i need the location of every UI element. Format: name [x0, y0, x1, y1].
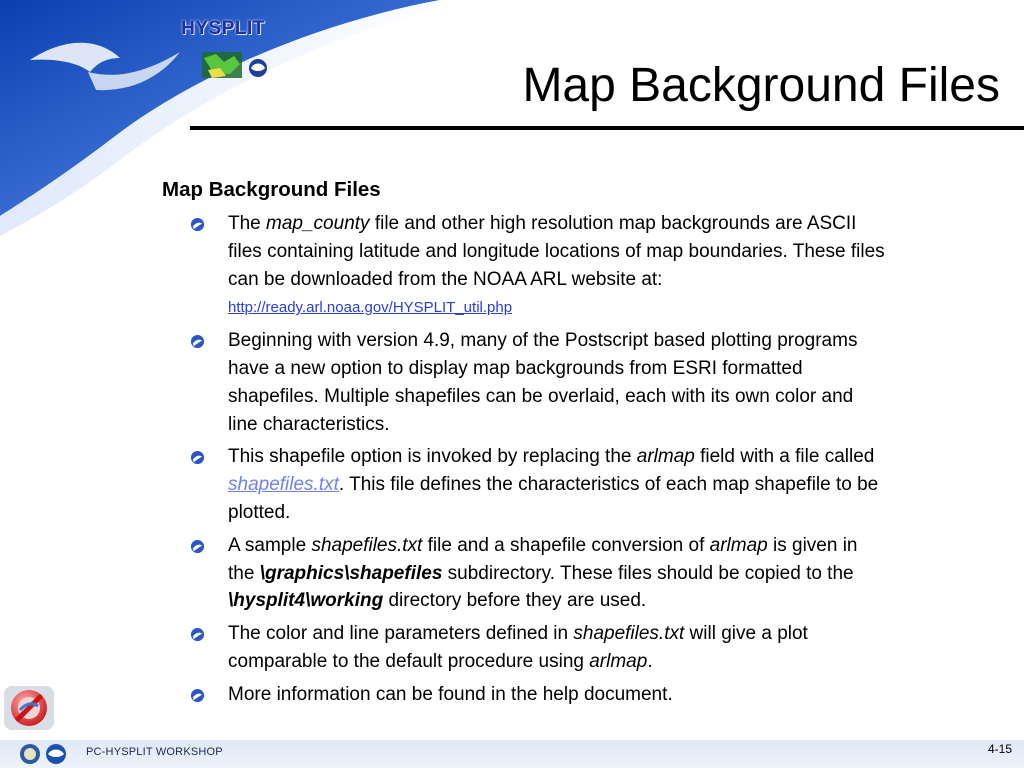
slide-title: Map Background Files — [522, 59, 1000, 113]
bullet-text: field with a file called — [694, 446, 875, 468]
slide-content — [162, 176, 902, 714]
bullet-item — [162, 443, 888, 526]
shapefiles-txt-link[interactable]: shapefiles.txt — [228, 474, 339, 496]
bullet-emphasis: arlmap — [636, 446, 695, 468]
bullet-text: A sample — [228, 534, 312, 556]
bullet-text: . This file defines the characteristics of each map shapefile to be plotted. — [228, 474, 879, 523]
bullet-icon — [190, 539, 205, 554]
agency-seals-icon — [18, 742, 74, 766]
bullet-text: file and other high resolution map backgrounds are ASCII files containing latitude and longitude locations of map boundaries. These files can be downloaded from the NOAA ARL website at: — [228, 213, 885, 290]
bullet-path: \hysplit4\working — [228, 590, 384, 612]
bullet-icon — [190, 334, 205, 349]
bullet-item — [162, 620, 888, 676]
hysplit-logo — [168, 18, 278, 86]
bullet-text: will give a plot comparable to the default procedure using — [228, 623, 808, 672]
bullet-icon — [190, 688, 205, 703]
footer-workshop-label: PC-HYSPLIT WORKSHOP — [86, 746, 223, 758]
bullet-emphasis: map_county — [266, 213, 370, 234]
bullet-text: file and a shapefile conversion of — [422, 534, 710, 556]
bullet-text: is given in the — [228, 534, 858, 584]
bullet-icon — [190, 627, 205, 642]
bullet-text: directory before they are used. — [383, 590, 647, 612]
bullet-item — [162, 327, 888, 438]
bullet-icon — [190, 217, 205, 232]
section-heading: Map Background Files — [162, 178, 381, 201]
bullet-text: Beginning with version 4.9, many of the Postscript based plotting programs have a new option to display map backgrounds from ESRI formatted shapefiles. Multiple shapefiles can be overlaid, each with its own color and line characteristics. — [228, 330, 858, 435]
bullet-text: The — [228, 213, 267, 234]
bullet-icon — [190, 450, 205, 465]
title-rule — [190, 126, 1024, 130]
bullet-item — [162, 681, 888, 709]
hysplit-util-link[interactable]: http://ready.arl.noaa.gov/HYSPLIT_util.php — [228, 299, 513, 317]
bullet-path: \graphics\shapefiles — [259, 562, 443, 584]
bullet-emphasis: arlmap — [709, 534, 768, 556]
bullet-text: The color and line parameters defined in — [228, 623, 574, 645]
globe-map-icon — [168, 18, 278, 86]
bullet-emphasis: shapefiles.txt — [573, 623, 685, 645]
bullet-emphasis: shapefiles.txt — [311, 534, 423, 556]
no-symbol-icon[interactable] — [2, 684, 56, 732]
bullet-text: More information can be found in the help document. — [228, 683, 673, 705]
bullet-list — [162, 210, 902, 709]
bullet-emphasis: arlmap — [589, 650, 648, 672]
bullet-text: This shapefile option is invoked by replacing the — [228, 446, 637, 468]
bullet-item — [162, 532, 888, 615]
bullet-text: . — [647, 650, 653, 672]
bullet-text: subdirectory. These files should be copied to the — [442, 562, 854, 584]
bullet-item — [162, 210, 888, 322]
page-number: 4-15 — [987, 742, 1012, 756]
logo-text: HYSPLIT — [181, 18, 265, 39]
